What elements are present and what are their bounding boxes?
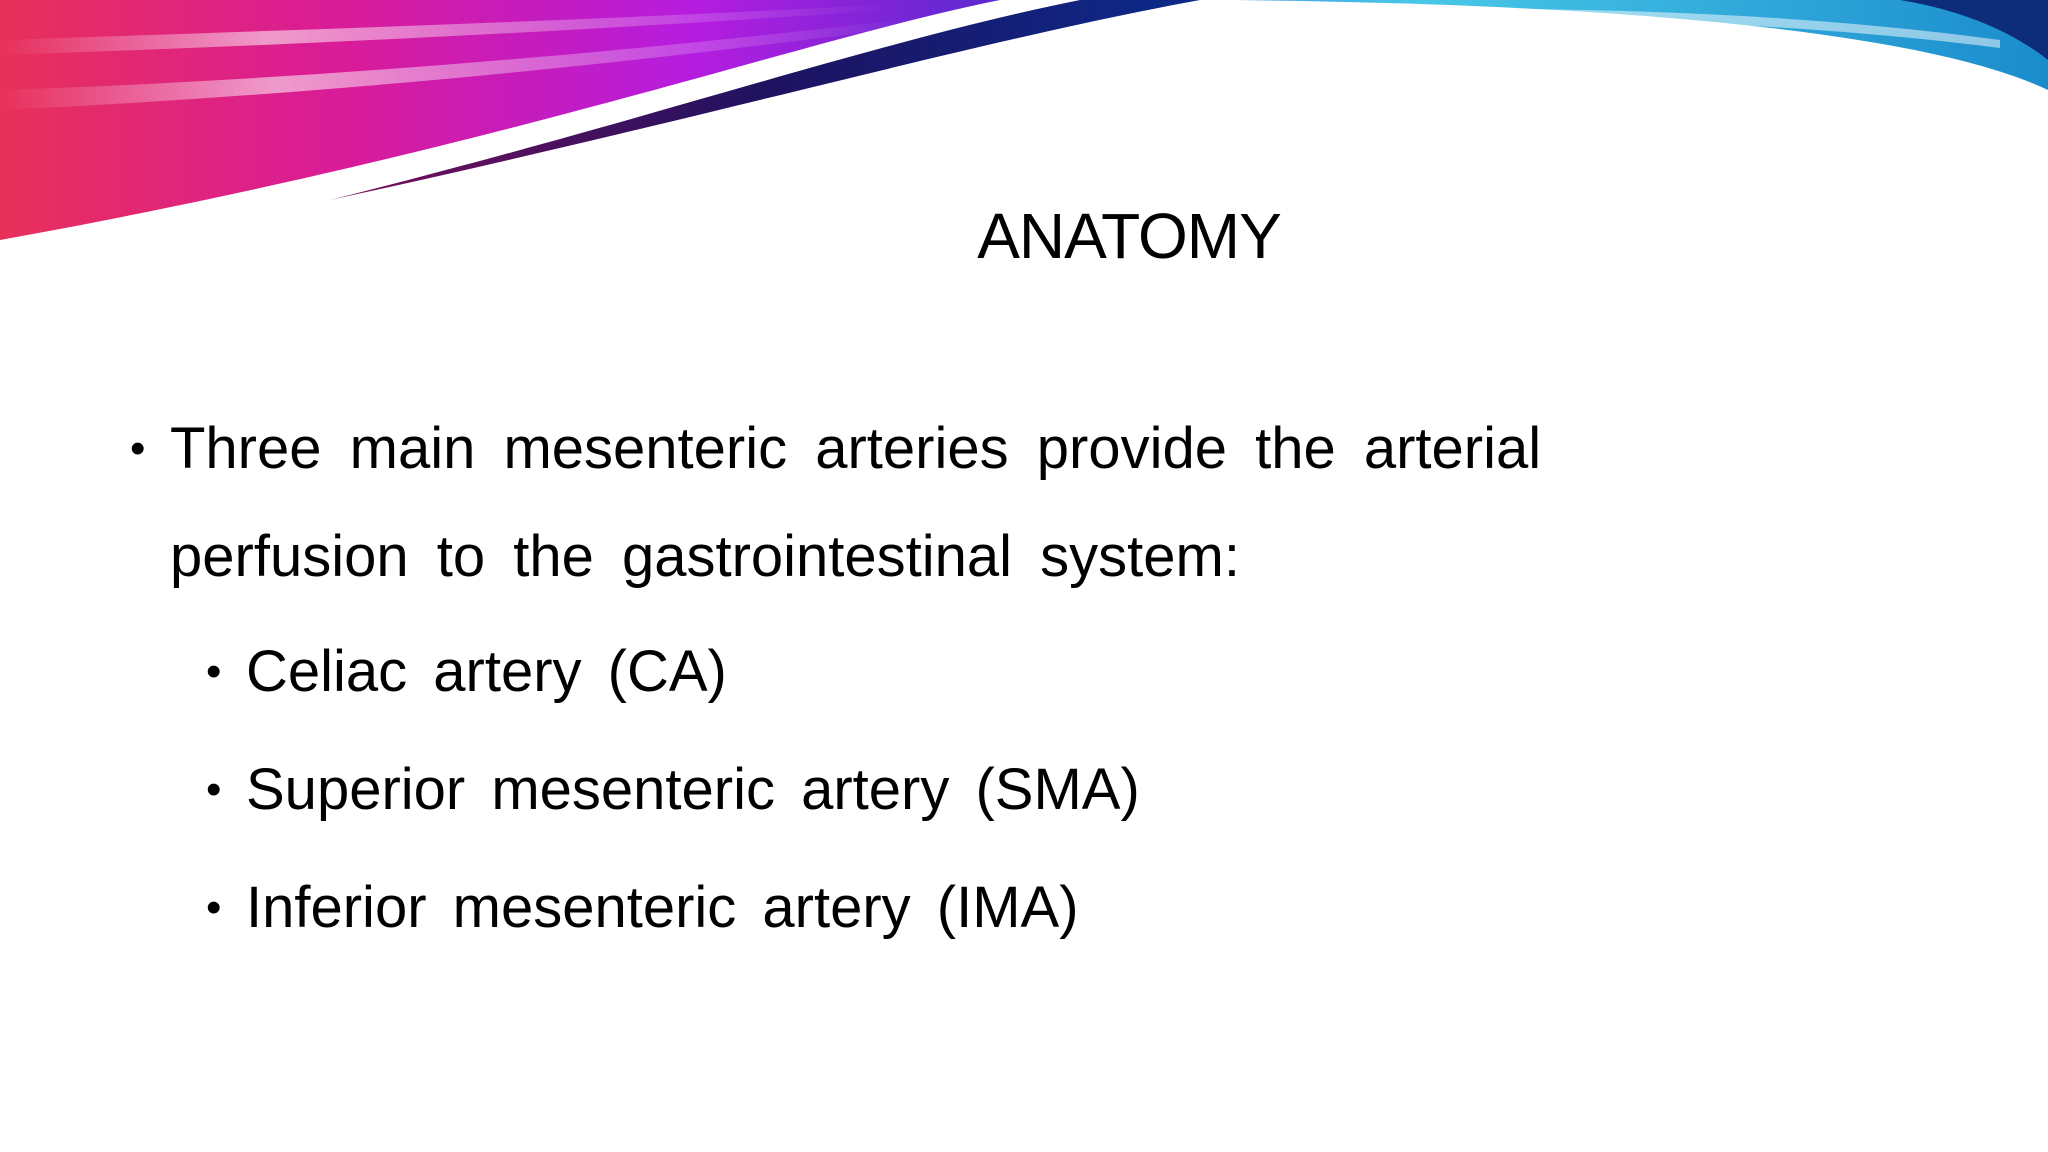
bullet-item-main (130, 395, 1630, 967)
bullet-marker: • (130, 424, 146, 473)
bullet-marker: • (206, 647, 222, 696)
sub-bullet-item-sma (130, 731, 1630, 849)
sub-bullet-list (170, 613, 1630, 967)
sub-bullet-item-ima (130, 849, 1630, 967)
sub-bullet-text-sma: Superior mesenteric artery (SMA) (246, 757, 1140, 822)
bullet-list (130, 395, 1630, 967)
sub-bullet-text-ca: Celiac artery (CA) (246, 639, 727, 704)
sub-bullet-item-ca (130, 613, 1630, 731)
slide-title: ANATOMY (977, 200, 1281, 272)
bullet-marker: • (206, 765, 222, 814)
sub-bullet-text-ima: Inferior mesenteric artery (IMA) (246, 875, 1079, 940)
bullet-marker: • (206, 883, 222, 932)
bullet-text-main: Three main mesenteric arteries provide the arterial perfusion to the gastrointestinal system: (170, 416, 1542, 589)
